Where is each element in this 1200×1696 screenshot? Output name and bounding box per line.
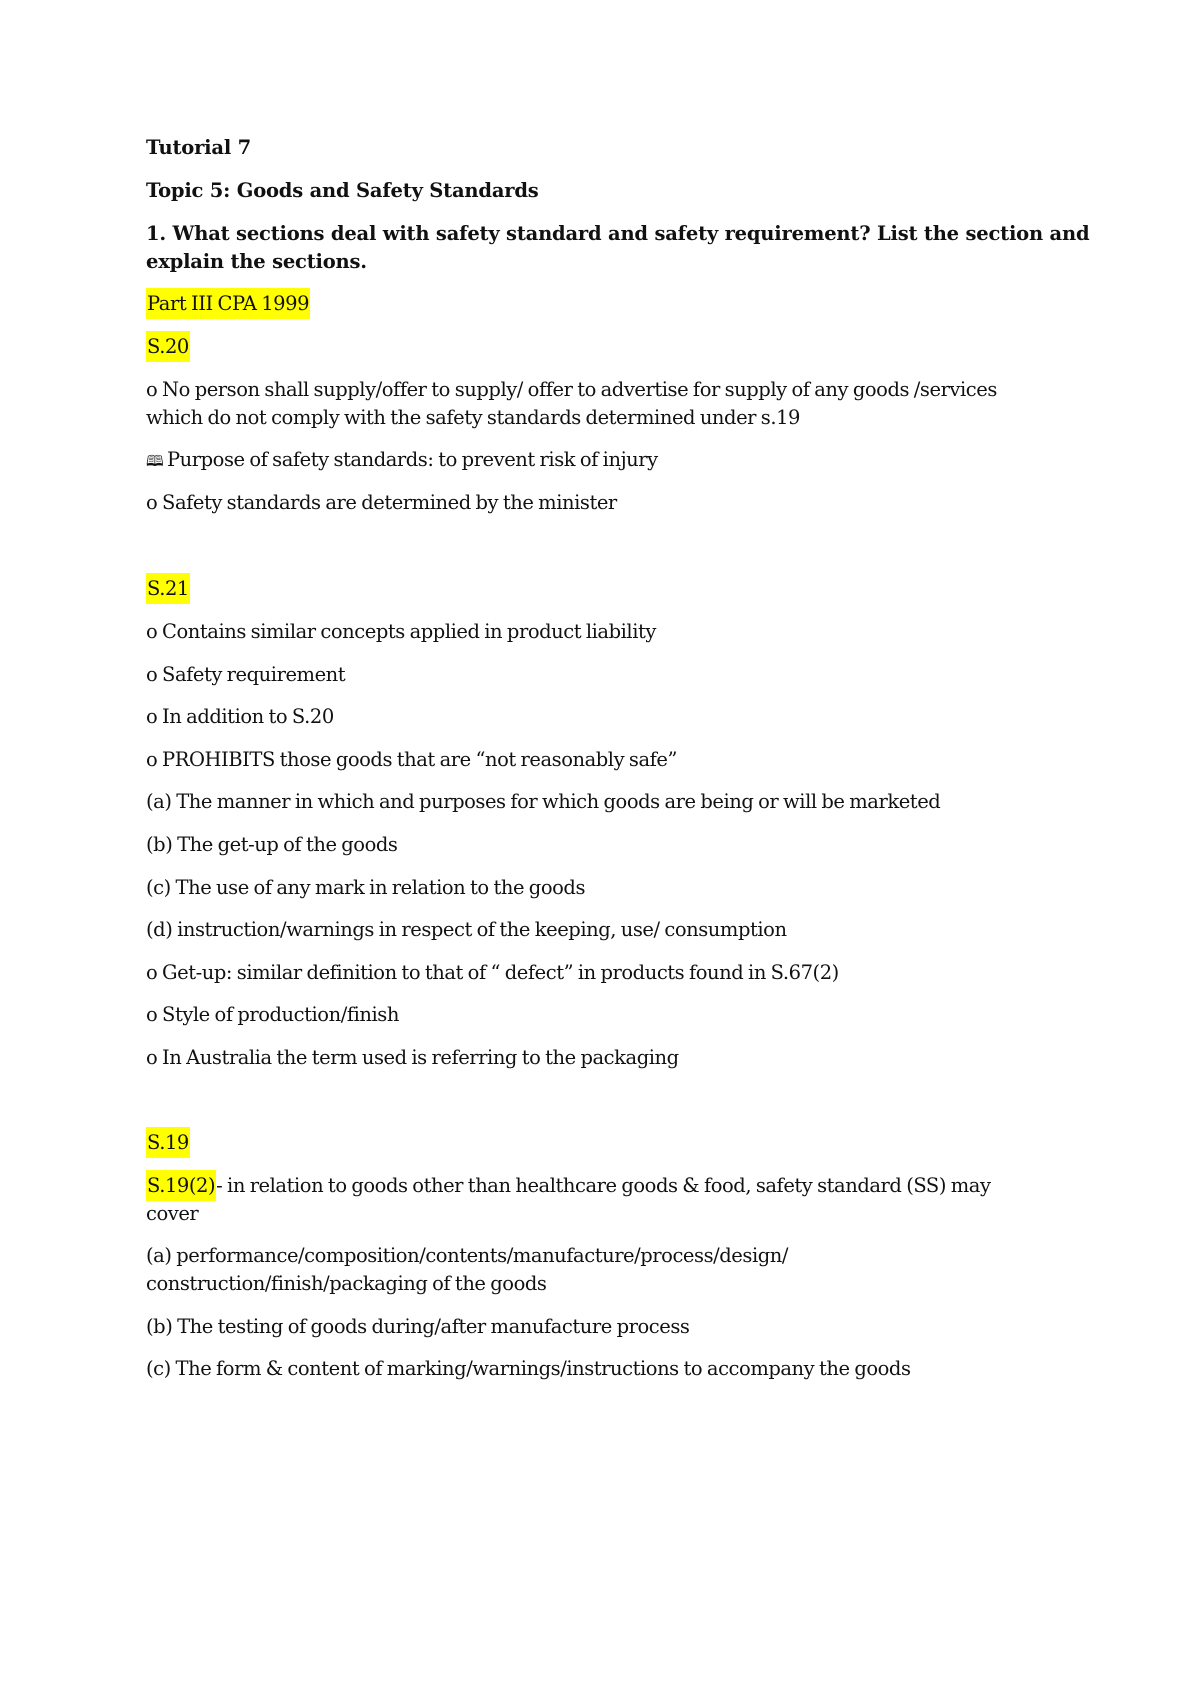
list-item: (c) The form & content of marking/warnings/instructions to accompany the goods	[146, 1357, 911, 1380]
list-item: (a) performance/composition/contents/manufacture/process/design/	[146, 1244, 788, 1267]
s19-heading: S.19	[146, 1127, 190, 1158]
topic-heading: Topic 5: Goods and Safety Standards	[146, 179, 539, 202]
list-item: (b) The testing of goods during/after manufacture process	[146, 1315, 690, 1338]
s21-heading-line	[146, 573, 190, 604]
list-item: (c) The use of any mark in relation to the goods	[146, 876, 585, 899]
part-label-line	[146, 288, 310, 319]
s20-item-1-line-1: o No person shall supply/offer to supply/ offer to advertise for supply of any goods /services	[146, 378, 997, 401]
s19-subsection-line-1	[146, 1170, 991, 1201]
list-item: o Style of production/finish	[146, 1003, 399, 1026]
list-item: o In Australia the term used is referring to the packaging	[146, 1046, 679, 1069]
question-1-line-1: 1. What sections deal with safety standard and safety requirement? List the section and	[146, 222, 1090, 245]
list-item: construction/finish/packaging of the goods	[146, 1272, 547, 1295]
s20-item-2-text: Purpose of safety standards: to prevent risk of injury	[167, 448, 658, 471]
s20-item-2	[146, 444, 658, 477]
s20-item-1-line-2: which do not comply with the safety standards determined under s.19	[146, 406, 801, 429]
list-item: o Contains similar concepts applied in product liability	[146, 620, 656, 643]
s20-item-3: o Safety standards are determined by the minister	[146, 491, 617, 514]
list-item: o In addition to S.20	[146, 705, 334, 728]
s19-subsection-ref: S.19(2)	[146, 1170, 216, 1201]
s20-heading-line	[146, 331, 190, 362]
s19-subsection-line-2: cover	[146, 1202, 199, 1225]
s21-heading: S.21	[146, 573, 190, 604]
list-item: (a) The manner in which and purposes for which goods are being or will be marketed	[146, 790, 941, 813]
s20-heading: S.20	[146, 331, 190, 362]
list-item: (b) The get-up of the goods	[146, 833, 398, 856]
list-item: o PROHIBITS those goods that are “not reasonably safe”	[146, 748, 678, 771]
s19-heading-line	[146, 1127, 190, 1158]
list-item: o Get-up: similar definition to that of “ defect” in products found in S.67(2)	[146, 961, 839, 984]
s19-subsection-text: - in relation to goods other than healthcare goods & food, safety standard (SS) may	[216, 1174, 991, 1197]
list-item: o Safety requirement	[146, 663, 346, 686]
question-1-line-2: explain the sections.	[146, 250, 367, 273]
list-item: (d) instruction/warnings in respect of the keeping, use/ consumption	[146, 918, 787, 941]
part-label: Part III CPA 1999	[146, 288, 310, 319]
document-title: Tutorial 7	[146, 136, 251, 159]
book-icon: 🕮	[146, 452, 164, 470]
